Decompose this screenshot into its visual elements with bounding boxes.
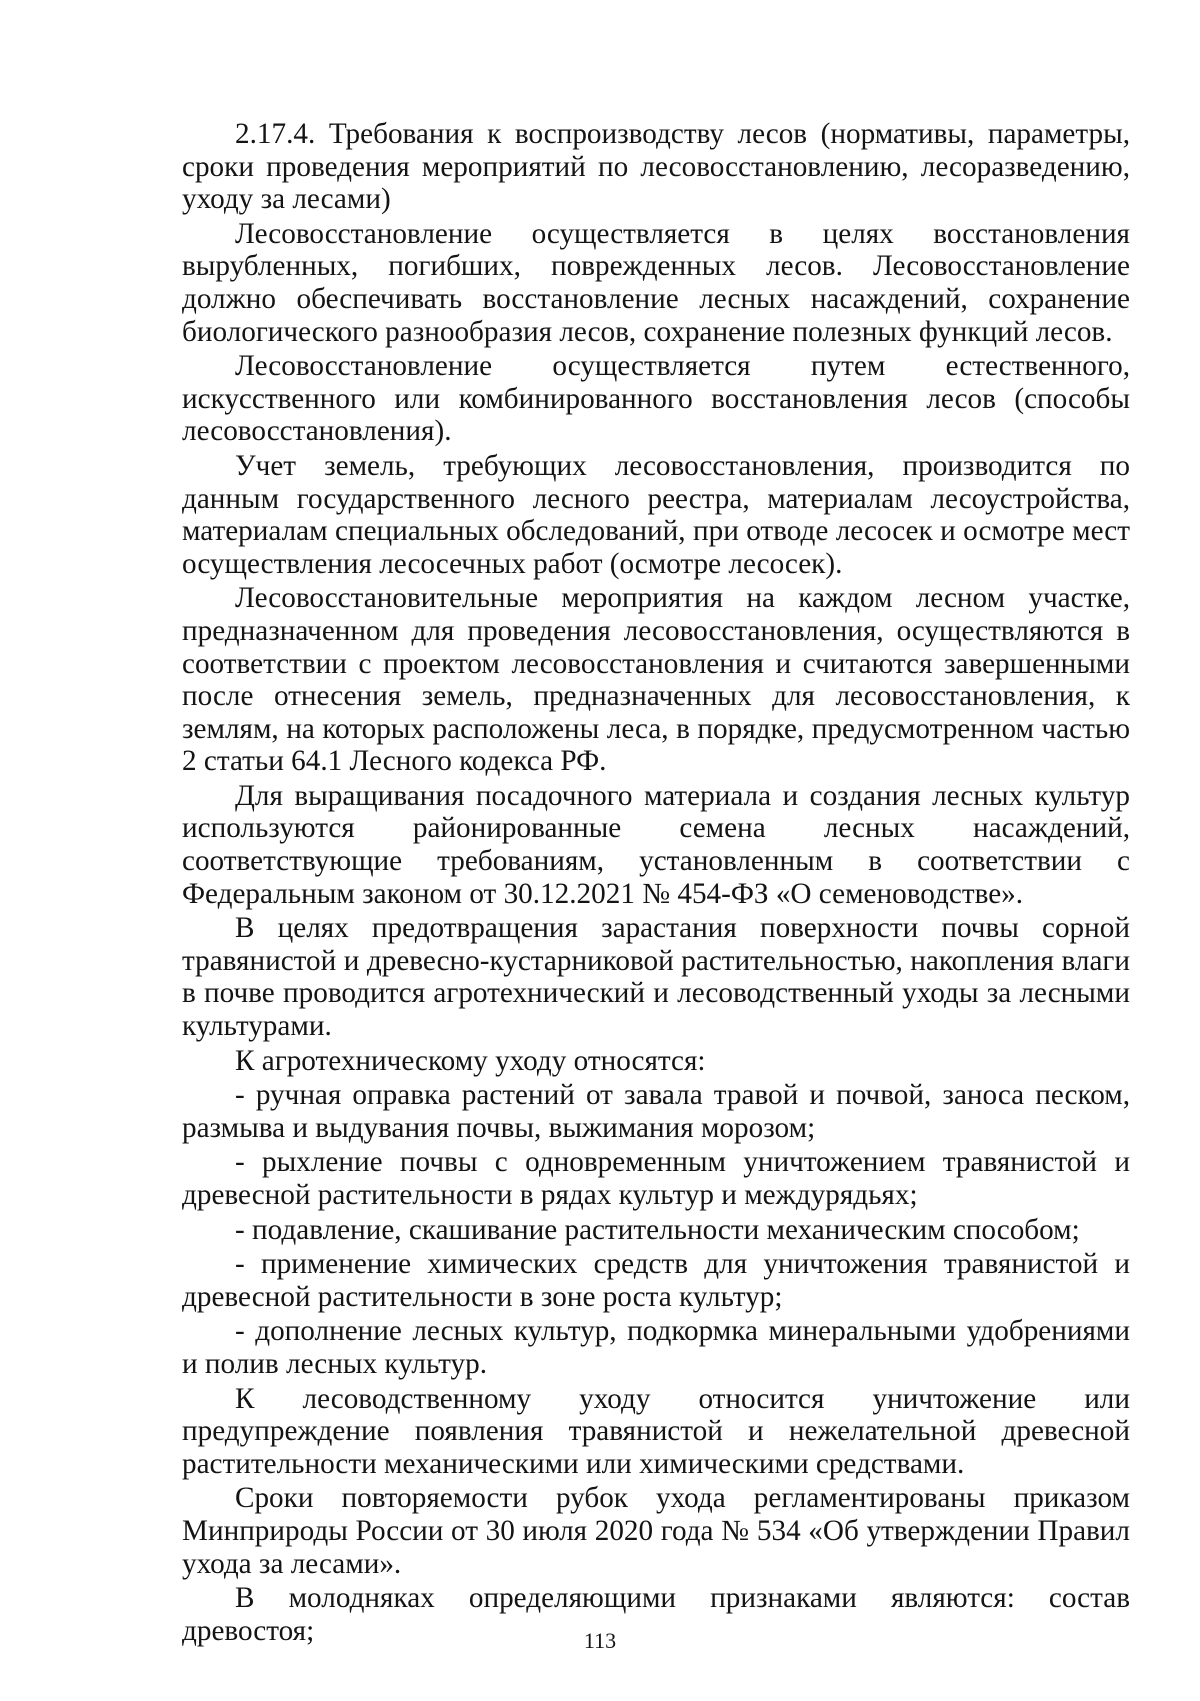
page-number: 113: [583, 1628, 617, 1653]
paragraph: Лесовосстановительные мероприятия на каждом лесном участке, предназначенном для проведения лесовосстановления, осуществляются в соответствии с проектом лесовосстановления и считаются завершенными после отнесения земель, предназначенных для лесовосстановления, к землям, на которых расположены леса, в порядке, предусмотренном частью 2 статьи 64.1 Лесного кодекса РФ.: [182, 582, 1130, 778]
paragraph: В целях предотвращения зарастания поверхности почвы сорной травянистой и древесно-кустарниковой растительностью, накопления влаги в почве проводится агротехнический и лесоводственный уходы за лесными культурами.: [182, 912, 1130, 1043]
list-item: - подавление, скашивание растительности механическим способом;: [235, 1213, 1080, 1246]
paragraph: В молодняках определяющими признаками являются: состав древостоя;: [182, 1582, 1130, 1647]
section-heading: 2.17.4. Требования к воспроизводству лесов (нормативы, параметры, сроки проведения мероприятий по лесовосстановлению, лесоразведению, уходу за лесами): [182, 118, 1130, 216]
document-body: [182, 118, 1130, 1647]
paragraph: Лесовосстановление осуществляется путем естественного, искусственного или комбинированного восстановления лесов (способы лесовосстановления).: [182, 350, 1130, 448]
paragraph: Сроки повторяемости рубок ухода регламентированы приказом Минприроды России от 30 июля 2020 года № 534 «Об утверждении Правил ухода за лесами».: [182, 1482, 1130, 1580]
list-item: - применение химических средств для уничтожения травянистой и древесной растительности в зоне роста культур;: [182, 1248, 1130, 1313]
paragraph: Лесовосстановление осуществляется в целях восстановления вырубленных, погибших, поврежденных лесов. Лесовосстановление должно обеспечивать восстановление лесных насаждений, сохранение биологического разнообразия лесов, сохранение полезных функций лесов.: [182, 217, 1130, 348]
paragraph: Для выращивания посадочного материала и создания лесных культур используются районированные семена лесных насаждений, соответствующие требованиям, установленным в соответствии с Федеральным законом от 30.12.2021 № 454-ФЗ «О семеноводстве».: [182, 779, 1130, 910]
list-item: - дополнение лесных культур, подкормка минеральными удобрениями и полив лесных культур.: [182, 1315, 1130, 1380]
paragraph: К лесоводственному уходу относится уничтожение или предупреждение появления травянистой и нежелательной древесной растительности механическими или химическими средствами.: [182, 1382, 1130, 1480]
list-item: - ручная оправка растений от завала травой и почвой, заноса песком, размыва и выдувания почвы, выжимания морозом;: [182, 1079, 1130, 1144]
paragraph: К агротехническому уходу относятся:: [235, 1044, 706, 1077]
list-item: - рыхление почвы с одновременным уничтожением травянистой и древесной растительности в рядах культур и междурядьях;: [182, 1146, 1130, 1211]
paragraph: Учет земель, требующих лесовосстановления, производится по данным государственного лесного реестра, материалам лесоустройства, материалам специальных обследований, при отводе лесосек и осмотре мест осуществления лесосечных работ (осмотре лесосек).: [182, 449, 1130, 580]
